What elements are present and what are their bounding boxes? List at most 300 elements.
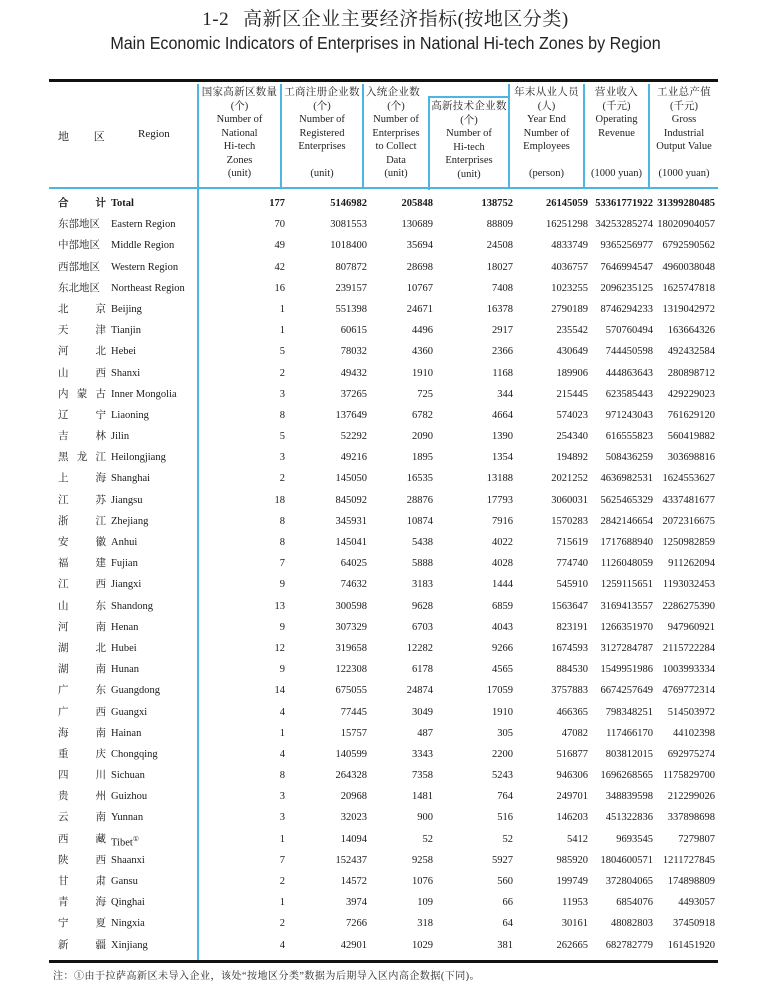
table-cell-value: 35694 <box>406 240 433 252</box>
table-cell-value: 2096235125 <box>600 282 653 294</box>
table-cell-value: 508436259 <box>605 452 653 464</box>
region-name-en-text: Hebei <box>111 346 137 358</box>
region-name-cn <box>58 511 106 532</box>
region-name-cn-part: 海 <box>95 473 106 485</box>
region-name-en-text: Guizhou <box>111 791 148 803</box>
table-row <box>49 320 718 341</box>
table-cell-value: 13 <box>274 600 285 612</box>
region-name-cn-part: 广 <box>58 706 69 718</box>
region-name-cn-part: 江 <box>58 579 69 591</box>
region-name-cn <box>58 426 106 447</box>
region-name-cn-part: 西部地区 <box>58 261 100 273</box>
table-cell-value: 7916 <box>492 515 513 527</box>
region-name-cn <box>58 935 106 956</box>
table-cell-value: 18027 <box>486 261 513 273</box>
table-cell-value: 337898698 <box>667 812 715 824</box>
table-cell-value: 9365256977 <box>600 240 653 252</box>
region-name-cn-part: 南 <box>95 812 106 824</box>
table-cell-value: 16 <box>274 282 285 294</box>
col-header-cn: 工商注册企业数 <box>284 87 360 98</box>
col-header-en-line: Enterprises <box>298 141 346 152</box>
col-header-unit-cn: (千元) <box>602 100 631 112</box>
table-row <box>49 702 718 723</box>
region-name-cn-part: 南 <box>95 621 106 633</box>
region-name-en <box>111 553 138 574</box>
table-cell-value: 5888 <box>412 558 433 570</box>
table-cell-value: 74632 <box>340 579 367 591</box>
table-cell-value: 7358 <box>412 770 433 782</box>
table-cell-value: 5243 <box>492 770 513 782</box>
region-name-en-text: Hunan <box>111 664 139 676</box>
col-header-unit-en: (1000 yuan) <box>658 168 710 179</box>
table-cell-value: 4337481677 <box>662 494 715 506</box>
table-row <box>49 363 718 384</box>
region-name-cn-part: 江 <box>95 515 106 527</box>
table-cell-value: 4 <box>279 939 285 951</box>
table-cell-value: 37265 <box>340 388 367 400</box>
table-cell-value: 5438 <box>412 537 433 548</box>
table-cell-value: 7 <box>279 854 285 866</box>
col-header-hitech-zones <box>199 86 280 181</box>
region-name-en <box>111 511 148 532</box>
table-cell-value: 1319042972 <box>662 303 715 315</box>
table-cell-value: 3 <box>279 452 285 464</box>
table-cell-value: 161451920 <box>667 939 715 951</box>
region-name-en <box>111 871 138 892</box>
table-cell-value: 122308 <box>335 664 367 676</box>
table-cell-value: 985920 <box>556 854 588 866</box>
region-name-cn <box>58 871 106 892</box>
col-header-en-line: Number of <box>299 114 345 125</box>
table-row <box>49 871 718 892</box>
region-name-en <box>111 702 147 723</box>
table-cell-value: 5412 <box>567 833 588 845</box>
table-cell-value: 8 <box>279 770 285 782</box>
table-cell-value: 6703 <box>412 621 433 633</box>
table-cell-value: 109 <box>417 897 433 909</box>
region-name-cn <box>58 553 106 574</box>
region-name-cn-part: 安 <box>58 537 69 548</box>
title-cn-text: 高新区企业主要经济指标(按地区分类) <box>243 9 569 30</box>
table-cell-value: 8 <box>279 515 285 527</box>
table-cell-value: 451322836 <box>605 812 653 824</box>
table-cell-value: 47082 <box>561 727 588 739</box>
table-cell-value: 1003993334 <box>662 664 715 676</box>
col-header-industrial-output <box>650 86 718 181</box>
region-name-cn <box>58 299 106 320</box>
region-name-cn-part: 蒙 <box>76 388 88 400</box>
col-header-unit-cn: (千元) <box>670 100 698 112</box>
region-name-cn-part: 内 <box>58 388 69 400</box>
table-cell-value: 1266351970 <box>600 621 653 633</box>
table-cell-value: 18020904057 <box>657 219 715 231</box>
table-cell-value: 15757 <box>340 727 367 739</box>
table-cell-value: 7646994547 <box>600 261 653 273</box>
table-cell-value: 1175829700 <box>662 770 715 782</box>
table-cell-value: 6859 <box>492 600 513 612</box>
table-cell-value: 7 <box>279 558 285 570</box>
region-name-cn <box>58 193 106 214</box>
table-cell-value: 13188 <box>486 473 513 485</box>
region-name-cn-part: 东北地区 <box>58 282 100 294</box>
table-cell-value: 3183 <box>412 579 433 591</box>
col-header-unit-en: (unit) <box>227 168 252 179</box>
table-cell-value: 574023 <box>556 409 588 421</box>
region-name-en <box>111 723 141 744</box>
table-row <box>49 532 718 553</box>
table-cell-value: 2 <box>279 367 285 379</box>
region-name-cn-part: 贵 <box>58 791 69 803</box>
table-cell-value: 1126048059 <box>600 558 653 570</box>
table-cell-value: 215445 <box>556 388 588 400</box>
table-cell-value: 48082803 <box>611 918 653 930</box>
region-name-en-text: Jilin <box>111 431 130 443</box>
region-name-en <box>111 892 145 913</box>
table-row <box>49 553 718 574</box>
table-cell-value: 8 <box>279 537 285 548</box>
table-cell-value: 20968 <box>340 791 367 803</box>
table-cell-value: 137649 <box>335 409 367 421</box>
col-header-en-line: Number of <box>216 114 263 125</box>
table-cell-value: 24508 <box>486 240 513 252</box>
region-name-en <box>111 447 166 468</box>
col-header-en-line: Operating <box>595 114 638 125</box>
col-header-cn: 营业收入 <box>594 87 639 98</box>
table-number: 1-2 <box>202 9 230 30</box>
col-header-en-line: Hi-tech <box>223 141 256 152</box>
table-cell-value: 1804600571 <box>600 854 653 866</box>
table-cell-value: 163664326 <box>667 325 715 337</box>
col-header-en-line: Revenue <box>598 127 635 139</box>
region-name-cn-part: 天 <box>58 325 69 337</box>
region-name-en-text: Shandong <box>111 600 153 612</box>
col-header-en-line: National <box>221 127 258 139</box>
table-cell-value: 430649 <box>556 346 588 358</box>
table-cell-value: 487 <box>417 727 433 739</box>
table-cell-value: 37450918 <box>673 918 715 930</box>
table-row <box>49 659 718 680</box>
col-header-enterprises-collected <box>364 86 428 181</box>
col-header-en-line: Enterprises <box>372 127 420 139</box>
region-name-en-text: Heilongjiang <box>111 452 166 464</box>
region-name-en <box>111 235 174 256</box>
region-name-cn-part: 西 <box>58 833 69 845</box>
region-name-cn-part: 甘 <box>58 876 69 887</box>
region-name-en <box>111 490 143 511</box>
region-name-en <box>111 405 149 426</box>
region-name-cn-part: 黑 <box>58 452 69 464</box>
region-name-cn-part: 重 <box>58 748 69 760</box>
col-header-en-line: Hi-tech <box>453 141 485 153</box>
region-name-en-text: Qinghai <box>111 897 145 909</box>
region-name-en <box>111 659 139 680</box>
col-header-en-line: Gross <box>671 114 697 125</box>
region-name-en-text: Tianjin <box>111 325 141 337</box>
region-name-cn <box>58 680 106 701</box>
region-name-en <box>111 468 150 489</box>
region-name-cn-part: 西 <box>95 367 106 379</box>
table-cell-value: 8 <box>279 409 285 421</box>
table-cell-value: 2842146654 <box>600 515 653 527</box>
region-name-cn <box>58 363 106 384</box>
region-name-en-text: Shanxi <box>111 367 141 379</box>
table-row <box>49 850 718 871</box>
table-cell-value: 34253285274 <box>595 219 653 231</box>
table-cell-value: 3 <box>279 791 285 803</box>
col-header-en-line: Number of <box>373 114 419 125</box>
table-cell-value: 199749 <box>556 876 588 887</box>
table-cell-value: 715619 <box>556 537 588 548</box>
region-name-en <box>111 786 147 807</box>
region-name-en <box>111 193 134 214</box>
table-row <box>49 447 718 468</box>
table-cell-value: 900 <box>417 812 433 824</box>
col-header-unit-en: (1000 yuan) <box>590 168 643 179</box>
table-cell-value: 49216 <box>340 452 367 464</box>
col-header-en-line: Enterprises <box>445 155 493 166</box>
region-name-cn-part: 龙 <box>76 452 88 464</box>
region-name-en <box>111 214 175 235</box>
table-cell-value: 4022 <box>492 537 513 548</box>
region-name-cn-part: 疆 <box>95 939 106 951</box>
table-cell-value: 4664 <box>492 409 513 421</box>
table-cell-value: 1481 <box>412 791 433 803</box>
region-name-en-text: Hubei <box>111 642 137 654</box>
region-name-cn <box>58 807 106 828</box>
region-name-cn-part: 中部地区 <box>58 240 100 252</box>
region-name-en-text: Zhejiang <box>111 515 149 527</box>
table-cell-value: 66 <box>502 897 513 909</box>
table-cell-value: 444863643 <box>605 367 653 379</box>
table-cell-value: 26145059 <box>546 198 588 209</box>
col-header-unit-cn: (个) <box>313 100 331 112</box>
col-header-en-line: Registered <box>299 127 345 139</box>
table-cell-value: 514503972 <box>667 706 715 718</box>
region-name-en-text: Fujian <box>111 558 138 570</box>
region-name-en <box>111 532 137 553</box>
col-header-en-line: to Collect <box>375 141 417 152</box>
region-name-en <box>111 278 185 299</box>
region-name-cn <box>58 574 106 595</box>
region-name-cn <box>58 384 106 405</box>
table-cell-value: 1250982859 <box>662 537 715 548</box>
table-row <box>49 680 718 701</box>
table-row <box>49 892 718 913</box>
table-cell-value: 32023 <box>340 812 367 824</box>
table-cell-value: 16378 <box>486 303 513 315</box>
table-cell-value: 3 <box>279 388 285 400</box>
table-cell-value: 1076 <box>412 876 433 887</box>
col-header-cn: 工业总产值 <box>657 87 711 98</box>
header-bottom-rule <box>49 187 718 189</box>
table-cell-value: 42 <box>274 261 285 273</box>
region-name-en-text: Shaanxi <box>111 854 145 866</box>
region-name-cn-part: 北 <box>95 642 106 654</box>
region-header-cn-2: 区 <box>93 131 105 143</box>
table-cell-value: 1018400 <box>330 240 367 252</box>
table-cell-value: 17059 <box>486 685 513 697</box>
table-cell-value: 24671 <box>406 303 433 315</box>
region-name-cn-part: 藏 <box>95 833 106 845</box>
col-header-cn: 国家高新区数量 <box>201 87 278 98</box>
table-body <box>49 193 718 956</box>
table-cell-value: 5927 <box>492 854 513 866</box>
col-header-unit-cn: (个) <box>230 100 249 112</box>
table-cell-value: 10767 <box>406 282 433 294</box>
region-name-en <box>111 363 140 384</box>
table-cell-value: 264328 <box>335 770 367 782</box>
region-name-cn-part: 辽 <box>58 409 69 421</box>
table-cell-value: 152437 <box>335 854 367 866</box>
region-name-cn-part: 陕 <box>58 854 69 866</box>
table-cell-value: 3343 <box>412 748 433 760</box>
table-cell-value: 3757883 <box>551 685 588 697</box>
table-cell-value: 2200 <box>492 748 513 760</box>
table-cell-value: 2 <box>279 473 285 485</box>
table-row <box>49 744 718 765</box>
col-header-unit-en: (person) <box>529 168 564 179</box>
table-row <box>49 617 718 638</box>
region-name-cn-part: 东 <box>95 600 106 612</box>
footnote-marker: ① <box>132 834 140 843</box>
table-cell-value: 319658 <box>335 642 367 654</box>
region-name-cn-part: 四 <box>58 770 69 782</box>
table-cell-value: 18 <box>274 494 285 506</box>
table-cell-value: 1 <box>279 897 285 909</box>
table-cell-value: 570760494 <box>605 325 653 337</box>
region-name-cn <box>58 490 106 511</box>
col-header-unit-cn: (个) <box>460 114 478 126</box>
table-cell-value: 239157 <box>335 282 367 294</box>
table-cell-value: 845092 <box>335 494 367 506</box>
region-name-cn-part: 东部地区 <box>58 219 100 231</box>
table-cell-value: 4496 <box>412 325 433 337</box>
table-cell-value: 77445 <box>340 706 367 718</box>
table-row <box>49 468 718 489</box>
col-header-en-line: Data <box>386 154 406 166</box>
col-header-hitech-enterprises <box>430 100 508 181</box>
table-cell-value: 761629120 <box>667 409 715 421</box>
region-name-en <box>111 913 145 934</box>
table-cell-value: 303698816 <box>667 452 715 464</box>
region-name-en-text: Gansu <box>111 876 138 887</box>
table-bottom-rule <box>49 960 718 963</box>
table-cell-value: 249701 <box>556 791 588 803</box>
col-header-operating-revenue <box>585 86 648 181</box>
table-cell-value: 4043 <box>492 621 513 633</box>
table-cell-value: 3127284787 <box>600 642 653 654</box>
region-name-en-text: Xinjiang <box>111 939 148 951</box>
region-name-cn <box>58 892 106 913</box>
table-cell-value: 971243043 <box>605 409 653 421</box>
table-cell-value: 803812015 <box>605 748 653 760</box>
region-name-cn <box>58 913 106 934</box>
col-header-en-line: Zones <box>226 154 253 166</box>
region-name-en-text: Tibet <box>111 837 133 849</box>
table-cell-value: 60615 <box>340 325 367 337</box>
region-name-cn-part: 山 <box>58 600 69 612</box>
region-name-cn-part: 湖 <box>58 664 69 676</box>
table-cell-value: 78032 <box>340 346 367 358</box>
table-cell-value: 4036757 <box>551 261 588 273</box>
region-name-cn-part: 西 <box>95 706 106 718</box>
table-cell-value: 2790189 <box>551 303 588 315</box>
table-cell-value: 675055 <box>335 685 367 697</box>
table-cell-value: 64 <box>502 918 513 930</box>
table-cell-value: 823191 <box>556 621 588 633</box>
table-cell-value: 1717688940 <box>600 537 653 548</box>
table-cell-value: 2 <box>279 918 285 930</box>
table-cell-value: 2286275390 <box>662 600 715 612</box>
table-cell-value: 4833749 <box>551 240 588 252</box>
region-name-en-text: Western Region <box>111 261 179 273</box>
col-header-unit-en: (unit) <box>384 168 408 179</box>
table-cell-value: 28876 <box>406 494 433 506</box>
col-header-en-line: Industrial <box>663 127 705 139</box>
region-name-cn <box>58 532 106 553</box>
table-cell-value: 12282 <box>406 642 433 654</box>
region-name-cn-part: 湖 <box>58 642 69 654</box>
table-cell-value: 1563647 <box>551 600 588 612</box>
region-name-cn <box>58 829 106 850</box>
footnote: 注：①由于拉萨高新区未导入企业，该处“按地区分类”数据为后期导入区内高企数据(下同)。 <box>53 971 481 982</box>
table-cell-value: 947960921 <box>667 621 715 633</box>
table-cell-value: 5146982 <box>330 198 367 209</box>
region-name-en-text: Eastern Region <box>111 219 176 231</box>
table-cell-value: 3060031 <box>551 494 588 506</box>
table-cell-value: 1193032453 <box>662 579 715 591</box>
table-cell-value: 774740 <box>556 558 588 570</box>
table-cell-value: 28698 <box>406 261 433 273</box>
region-name-en <box>111 765 145 786</box>
table-row <box>49 214 718 235</box>
region-name-cn-part: 夏 <box>95 918 106 930</box>
table-row <box>49 765 718 786</box>
region-name-en-text: Hainan <box>111 727 142 739</box>
table-row <box>49 405 718 426</box>
table-cell-value: 807872 <box>335 261 367 273</box>
col-header-en-line: Output Value <box>656 141 712 152</box>
region-name-en-text: Yunnan <box>111 812 144 824</box>
table-cell-value: 189906 <box>556 367 588 379</box>
region-name-cn-part: 福 <box>58 558 69 570</box>
table-cell-value: 16251298 <box>546 219 588 231</box>
region-name-cn <box>58 235 106 256</box>
region-name-cn-part: 南 <box>95 664 106 676</box>
table-row <box>49 935 718 956</box>
col-header-en-line: Number of <box>523 127 570 139</box>
region-name-cn <box>58 659 106 680</box>
col-header-unit-cn: (个) <box>387 100 405 112</box>
col-header-registered-enterprises <box>282 86 362 181</box>
region-name-cn <box>58 405 106 426</box>
table-cell-value: 42901 <box>340 939 367 951</box>
region-name-en-text: Guangxi <box>111 706 148 718</box>
region-name-cn <box>58 638 106 659</box>
col-header-cn: 入统企业数 <box>366 87 420 98</box>
region-name-cn <box>58 723 106 744</box>
table-row <box>49 723 718 744</box>
region-name-en <box>111 299 142 320</box>
region-name-cn-part: 津 <box>95 325 106 337</box>
region-name-en <box>111 384 177 405</box>
table-cell-value: 429229023 <box>667 388 715 400</box>
table-cell-value: 682782779 <box>605 939 653 951</box>
region-name-cn <box>58 765 106 786</box>
table-cell-value: 4636982531 <box>600 473 653 485</box>
region-name-cn <box>58 341 106 362</box>
table-cell-value: 1 <box>279 325 285 337</box>
